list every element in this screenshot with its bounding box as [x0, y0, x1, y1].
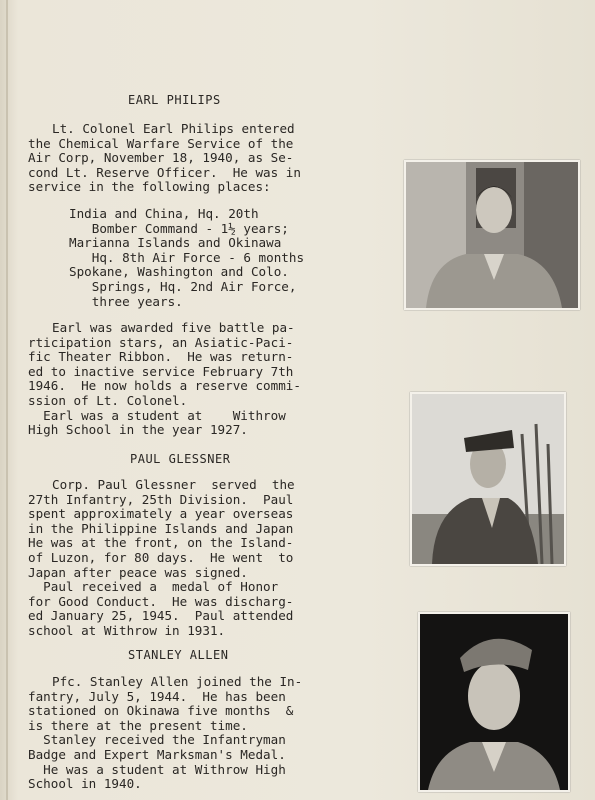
- bio-paragraph-stanley: [28, 674, 303, 792]
- text-line: stationed on Okinawa five months &: [28, 703, 294, 719]
- text-line: service in the following places:: [28, 179, 271, 195]
- text-line: Springs, Hq. 2nd Air Force,: [69, 278, 297, 294]
- text-line: ed January 25, 1945. Paul attended: [28, 608, 294, 624]
- text-line: Japan after peace was signed.: [28, 564, 248, 580]
- text-line: Pfc. Stanley Allen joined the In-: [52, 674, 303, 689]
- page-binding-edge: [6, 0, 8, 800]
- portrait-stanley-allen: [418, 612, 570, 792]
- text-line: He was at the front, on the Island-: [28, 535, 294, 551]
- text-line: in the Philippine Islands and Japan: [28, 520, 294, 536]
- text-line: India and China, Hq. 20th: [69, 206, 259, 221]
- text-line: Lt. Colonel Earl Philips entered: [52, 121, 295, 136]
- text-line: for Good Conduct. He was discharg-: [28, 593, 294, 609]
- text-line: Corp. Paul Glessner served the: [52, 477, 295, 492]
- text-line: 27th Infantry, 25th Division. Paul: [28, 491, 294, 507]
- text-line: Badge and Expert Marksman's Medal.: [28, 746, 286, 762]
- text-line: three years.: [69, 293, 183, 309]
- text-line: ed to inactive service February 7th: [28, 363, 294, 379]
- text-line: fic Theater Ribbon. He was return-: [28, 349, 294, 365]
- section-title-paul-glessner: PAUL GLESSNER: [130, 452, 231, 466]
- text-line: spent approximately a year overseas: [28, 506, 294, 522]
- text-line: Paul received a medal of Honor: [28, 579, 279, 595]
- text-line: cond Lt. Reserve Officer. He was in: [28, 164, 301, 180]
- text-line: of Luzon, for 80 days. He went to: [28, 549, 294, 565]
- text-line: Marianna Islands and Okinawa: [69, 235, 282, 251]
- portrait-earl-philips: [404, 160, 580, 310]
- section-title-earl-philips: EARL PHILIPS: [128, 93, 221, 107]
- text-line: school at Withrow in 1931.: [28, 622, 226, 638]
- text-line: ssion of Lt. Colonel.: [28, 392, 188, 408]
- text-line: School in 1940.: [28, 776, 142, 792]
- bio-paragraph-earl-awards: [28, 320, 301, 438]
- text-line: rticipation stars, an Asiatic-Paci-: [28, 334, 294, 350]
- text-line: the Chemical Warfare Service of the: [28, 135, 294, 151]
- text-line: High School in the year 1927.: [28, 422, 248, 438]
- bio-paragraph-paul: [28, 477, 295, 639]
- text-line: is there at the present time.: [28, 717, 248, 733]
- bio-paragraph-earl-intro: [28, 122, 301, 195]
- text-line: fantry, July 5, 1944. He has been: [28, 688, 286, 704]
- bio-paragraph-earl-places: [69, 207, 304, 309]
- text-line: 1946. He now holds a reserve commi-: [28, 378, 301, 394]
- text-line: He was a student at Withrow High: [28, 761, 286, 777]
- text-line: Earl was a student at Withrow: [28, 407, 286, 423]
- text-line: Spokane, Washington and Colo.: [69, 264, 289, 280]
- section-title-stanley-allen: STANLEY ALLEN: [128, 648, 229, 662]
- text-line: Earl was awarded five battle pa-: [52, 320, 295, 335]
- text-line: Stanley received the Infantryman: [28, 732, 286, 748]
- text-line: Bomber Command - 1½ years;: [69, 220, 289, 236]
- text-line: Hq. 8th Air Force - 6 months: [69, 249, 305, 265]
- text-line: Air Corp, November 18, 1940, as Se-: [28, 150, 294, 166]
- portrait-paul-glessner: [410, 392, 566, 566]
